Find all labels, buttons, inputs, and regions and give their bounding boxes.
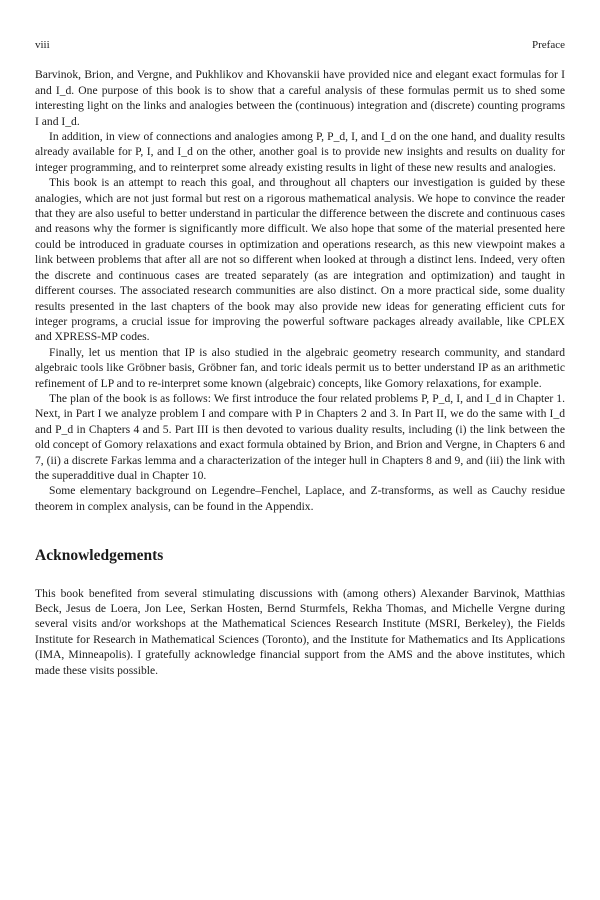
paragraph-6: Some elementary background on Legendre–Fenchel, Laplace, and Z-transforms, as well as Cauchy residue theorem in complex analysis, can be found in the Appendix. bbox=[35, 484, 565, 513]
running-header bbox=[35, 38, 565, 53]
paragraph-4: Finally, let us mention that IP is also studied in the algebraic geometry research community, and standard algebraic tools like Gröbner basis, Gröbner fan, and toric ideals permit us to better understand IP as an arithmetic refinement of LP and to re-interpret some known (algebraic) concepts, like Gomory relaxations, for example. bbox=[35, 345, 565, 390]
running-section-title: Preface bbox=[532, 39, 565, 51]
paragraph-3: This book is an attempt to reach this goal, and throughout all chapters our investigation is guided by these analogies, which are not just formal but rest on a rigorous mathematical analysis. We hope to convince the reader that they are also useful to better understand in particular the difference between the discrete and continuous cases and reasons why the former is significantly more difficult. We also hope that some of the material presented here could be introduced in graduate courses in optimization and operations research, as this new viewpoint makes a link between problems that after all are not so different when looked at through a distinct lens. Indeed, very often the discrete and continuous cases are treated separately (as are integration and optimization) and taught in different courses. The associated research communities are also distinct. On a more practical side, some duality results presented in the last chapters of the book may also provide new ideas for generating efficient cuts for integer programs, a crucial issue for improving the powerful software packages already available, like CPLEX and XPRESS-MP codes. bbox=[35, 176, 565, 344]
paragraph-5: The plan of the book is as follows: We first introduce the four related problems P, P_d, I, and I_d in Chapter 1. Next, in Part I we analyze problem I and compare with P in Chapters 2 and 3. In Part II, we do the same with I_d and P_d in Chapters 4 and 5. Part III is then devoted to various duality results, including (i) the link between the old concept of Gomory relaxations and exact formula obtained by Brion, and Brion and Vergne, in Chapters 6 and 7, (ii) a discrete Farkas lemma and a characterization of the integer hull in Chapters 8 and 9, and (iii) the link with the superadditive dual in Chapter 10. bbox=[35, 391, 565, 482]
page-number: viii bbox=[35, 39, 50, 51]
acknowledgements-paragraph: This book benefited from several stimulating discussions with (among others) Alexander Barvinok, Matthias Beck, Jesus de Loera, Jon Lee, Serkan Hosten, Bernd Sturmfels, Rekha Thomas, and Michelle Vergne during several visits and/or workshops at the Mathematical Sciences Research Institute (MSRI, Berkeley), the Fields Institute for Research in Mathematical Sciences (Toronto), and the Institute for Mathematics and Its Applications (IMA, Minneapolis). I gratefully acknowledge financial support from the AMS and the above institutes, which made these visits possible. bbox=[35, 586, 565, 677]
acknowledgements-heading: Acknowledgements bbox=[35, 547, 164, 565]
book-page bbox=[35, 38, 565, 678]
paragraph-2: In addition, in view of connections and analogies among P, P_d, I, and I_d on the one hand, and duality results already available for P, I, and I_d on the other, another goal is to provide new insights and results on duality for integer programming, and to reinterpret some already existing results in light of these new results and analogies. bbox=[35, 130, 565, 174]
paragraph-1: Barvinok, Brion, and Vergne, and Pukhlikov and Khovanskii have provided nice and elegant exact formulas for I and I_d. One purpose of this book is to show that a careful analysis of these formulas permit us to shed some interesting light on the links and analogies between the (continuous) integration and (discrete) counting programs I and I_d. bbox=[35, 68, 565, 128]
